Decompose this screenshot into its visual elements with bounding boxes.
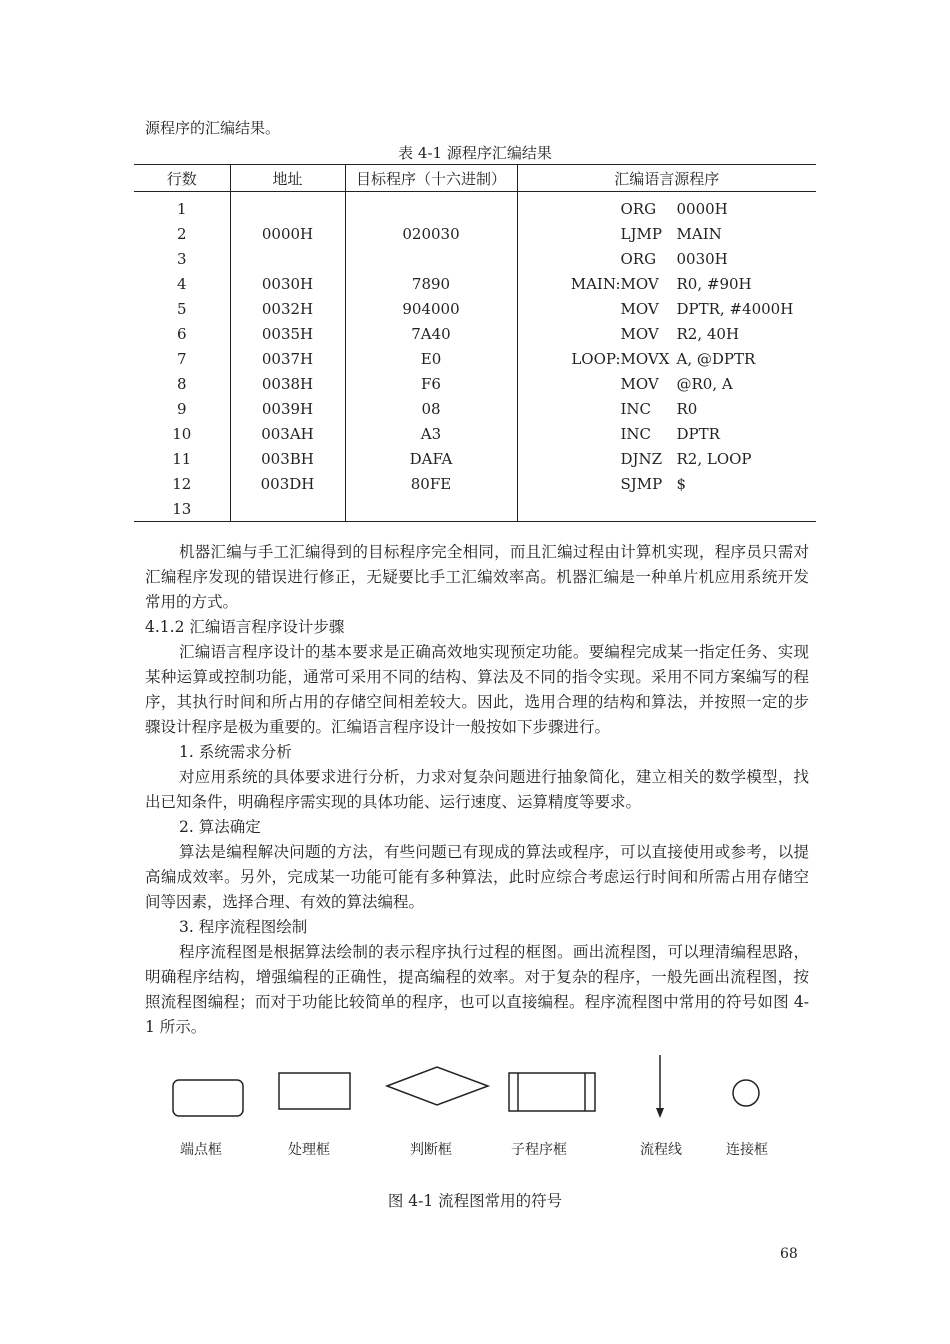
paragraph-machine-assembly: 机器汇编与手工汇编得到的目标程序完全相同，而且汇编过程由计算机实现，程序员只需对汇编程序发现的错误进行修正，无疑要比手工汇编效率高。机器汇编是一种单片机应用系统开发常用的方式。: [145, 543, 809, 611]
cell-line: 5: [176, 299, 187, 318]
cell-source: [517, 396, 816, 421]
cell-address: [230, 192, 345, 222]
figure-caption: 图 4-1 流程图常用的符号: [387, 1192, 563, 1210]
source-mnemonic: ORG: [620, 199, 657, 218]
cell-source: [517, 192, 816, 222]
cell-line: 7: [176, 349, 187, 368]
source-mnemonic: DJNZ: [620, 449, 663, 468]
label-flowline: 流程线: [640, 1142, 682, 1158]
label-process: 处理框: [288, 1142, 330, 1158]
cell-source: [517, 496, 816, 522]
paragraph-design-requirements: 汇编语言程序设计的基本要求是正确高效地实现预定功能。要编程完成某一指定任务、实现某种运算或控制功能，通常可采用不同的结构、算法及不同的指令实现。采用不同方案编写的程序，其执行时间和所占用的存储空间相差较大。因此，选用合理的结构和算法，并按照一定的步骤设计程序是极为重要的。汇编语言程序设计一般按如下步骤进行。: [145, 643, 809, 736]
cell-object-code: 7A40: [345, 321, 517, 346]
cell-line: 6: [176, 324, 187, 343]
table-row: [134, 446, 816, 471]
cell-line: 3: [176, 249, 187, 268]
label-decision: 判断框: [410, 1142, 452, 1158]
cell-source: [517, 246, 816, 271]
cell-source: [517, 346, 816, 371]
header-address: 地址: [230, 165, 345, 192]
cell-object-code: [345, 192, 517, 222]
cell-line: 12: [172, 474, 192, 493]
source-operand: @R0, A: [676, 374, 733, 393]
cell-address: 0000H: [230, 221, 345, 246]
source-operand: R0: [676, 399, 698, 418]
page-number: 68: [780, 1246, 798, 1262]
source-operand: 0000H: [676, 199, 728, 218]
header-source: 汇编语言源程序: [517, 165, 816, 192]
source-mnemonic: MOV: [620, 324, 659, 343]
subroutine-symbol: [509, 1073, 595, 1111]
source-operand: A, @DPTR: [676, 349, 756, 368]
table-row: [134, 346, 816, 371]
cell-line: 9: [176, 399, 187, 418]
table-row: [134, 496, 816, 522]
cell-object-code: 7890: [345, 271, 517, 296]
table-row: [134, 296, 816, 321]
cell-object-code: [345, 246, 517, 271]
cell-line: 1: [176, 199, 187, 218]
table-header-row: [134, 165, 816, 192]
step3-text: 程序流程图是根据算法绘制的表示程序执行过程的框图。画出流程图，可以理清编程思路，明确程序结构，增强编程的正确性，提高编程的效率。对于复杂的程序，一般先画出流程图，按照流程图编程；而对于功能比较简单的程序，也可以直接编程。程序流程图中常用的符号如图 4-1 所示。: [145, 943, 809, 1036]
source-operand: 0030H: [676, 249, 728, 268]
table-row: [134, 271, 816, 296]
source-operand: DPTR, #4000H: [676, 299, 794, 318]
cell-line: 2: [176, 224, 187, 243]
cell-address: 0039H: [230, 396, 345, 421]
cell-source: [517, 446, 816, 471]
table-row: [134, 246, 816, 271]
cell-address: 0038H: [230, 371, 345, 396]
step1-title: 1. 系统需求分析: [179, 743, 292, 761]
source-label: MAIN:: [570, 274, 621, 293]
cell-address: [230, 246, 345, 271]
step1-text: 对应用系统的具体要求进行分析，力求对复杂问题进行抽象简化，建立相关的数学模型，找出已知条件，明确程序需实现的具体功能、运行速度、运算精度等要求。: [145, 768, 809, 811]
cell-source: [517, 221, 816, 246]
source-operand: $: [676, 474, 687, 493]
cell-object-code: 80FE: [345, 471, 517, 496]
process-symbol: [279, 1073, 350, 1109]
cell-object-code: F6: [345, 371, 517, 396]
table-row: [134, 321, 816, 346]
cell-line: 10: [172, 424, 192, 443]
cell-address: [230, 496, 345, 522]
cell-object-code: [345, 496, 517, 522]
table-caption: 表 4-1 源程序汇编结果: [398, 144, 552, 162]
cell-address: 0035H: [230, 321, 345, 346]
cell-source: [517, 321, 816, 346]
source-mnemonic: SJMP: [620, 474, 663, 493]
cell-source: [517, 271, 816, 296]
cell-line: 8: [176, 374, 187, 393]
source-mnemonic: MOVX: [620, 349, 670, 368]
cell-object-code: 08: [345, 396, 517, 421]
table-body: [134, 192, 816, 522]
cell-address: 003AH: [230, 421, 345, 446]
step2-text: 算法是编程解决问题的方法，有些问题已有现成的算法或程序，可以直接使用或参考，以提高编成效率。另外，完成某一功能可能有多种算法，此时应综合考虑运行时间和所需占用存储空间等因素，选择合理、有效的算法编程。: [145, 843, 809, 911]
source-operand: R2, LOOP: [676, 449, 752, 468]
source-operand: MAIN: [676, 224, 722, 243]
label-terminal: 端点框: [180, 1142, 222, 1158]
cell-line: 4: [176, 274, 187, 293]
cell-source: [517, 296, 816, 321]
source-mnemonic: MOV: [620, 274, 659, 293]
source-label: LOOP:: [571, 349, 621, 368]
step3-title: 3. 程序流程图绘制: [179, 918, 308, 936]
header-line: 行数: [134, 165, 230, 192]
source-operand: R2, 40H: [676, 324, 740, 343]
table-row: [134, 192, 816, 222]
cell-line: 13: [134, 496, 230, 522]
section-heading: 4.1.2 汇编语言程序设计步骤: [145, 618, 345, 636]
cell-address: 0032H: [230, 296, 345, 321]
cell-object-code: A3: [345, 421, 517, 446]
source-mnemonic: INC: [620, 399, 652, 418]
step2-title: 2. 算法确定: [179, 818, 261, 836]
table-row: [134, 471, 816, 496]
table-row: [134, 396, 816, 421]
cell-address: 0030H: [230, 271, 345, 296]
cell-address: 0037H: [230, 346, 345, 371]
cell-object-code: 020030: [345, 221, 517, 246]
cell-source: [517, 371, 816, 396]
cell-source: [517, 421, 816, 446]
cell-address: 003DH: [230, 471, 345, 496]
source-mnemonic: MOV: [620, 374, 659, 393]
connector-symbol: [733, 1080, 759, 1106]
intro-text: 源程序的汇编结果。: [145, 119, 281, 137]
cell-address: 003BH: [230, 446, 345, 471]
cell-object-code: DAFA: [345, 446, 517, 471]
cell-object-code: E0: [345, 346, 517, 371]
source-mnemonic: INC: [620, 424, 652, 443]
cell-source: [517, 471, 816, 496]
source-mnemonic: MOV: [620, 299, 659, 318]
source-operand: R0, #90H: [676, 274, 752, 293]
table-row: [134, 371, 816, 396]
header-object-code: 目标程序（十六进制）: [345, 165, 517, 192]
label-subroutine: 子程序框: [511, 1142, 567, 1158]
source-operand: DPTR: [676, 424, 720, 443]
source-mnemonic: LJMP: [620, 224, 662, 243]
cell-line: 11: [172, 449, 192, 468]
table-row: [134, 421, 816, 446]
assembly-table: [134, 164, 816, 522]
decision-symbol: [387, 1067, 488, 1105]
source-mnemonic: ORG: [620, 249, 657, 268]
cell-object-code: 904000: [345, 296, 517, 321]
label-connector: 连接框: [726, 1142, 768, 1158]
table-row: [134, 221, 816, 246]
terminal-symbol: [173, 1080, 243, 1116]
